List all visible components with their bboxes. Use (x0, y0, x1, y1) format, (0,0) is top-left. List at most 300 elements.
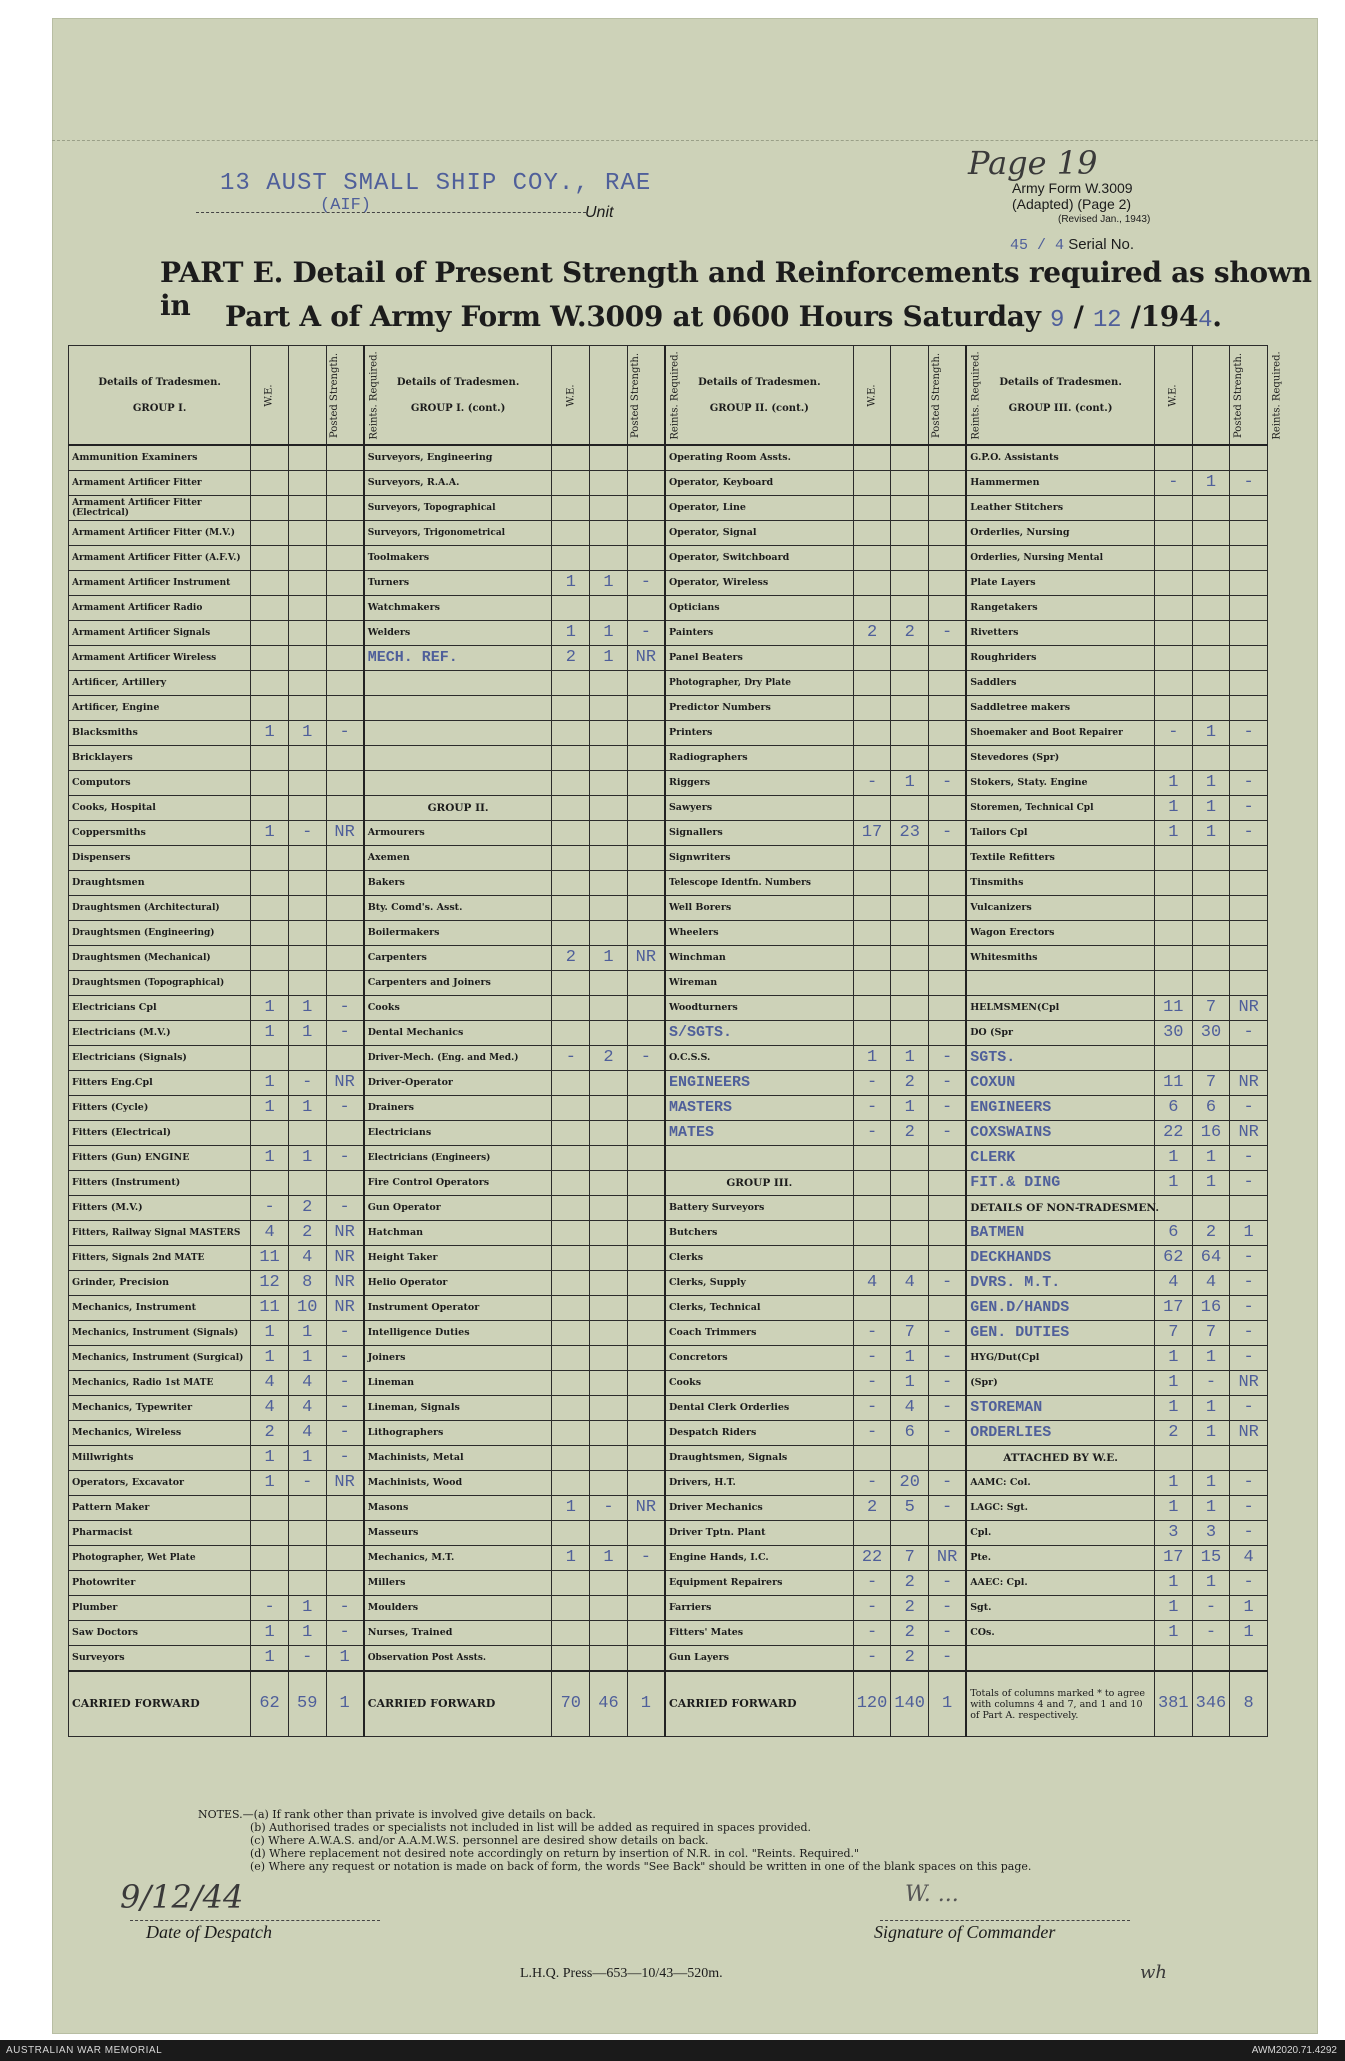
count-cell (552, 671, 590, 696)
trade-label: Draughtsmen, Signals (665, 1446, 853, 1471)
trade-label: Computors (69, 771, 251, 796)
count-cell: 1 (891, 1346, 929, 1371)
count-cell: 1 (1154, 1171, 1192, 1196)
count-cell (552, 596, 590, 621)
count-cell: 1 (891, 771, 929, 796)
table-row (69, 796, 1268, 821)
trade-label: Surveyors, R.A.A. (364, 471, 552, 496)
count-cell (251, 521, 289, 546)
count-cell: 1 (1154, 796, 1192, 821)
count-cell: 1 (1230, 1596, 1268, 1621)
count-cell (1192, 546, 1230, 571)
count-cell: - (326, 1396, 364, 1421)
count-cell: 1 (853, 1046, 891, 1071)
count-cell (627, 1321, 665, 1346)
trade-label: AAMC: Col. (966, 1471, 1154, 1496)
count-cell (552, 1196, 590, 1221)
trade-label: Despatch Riders (665, 1421, 853, 1446)
count-cell: - (1230, 1096, 1268, 1121)
count-cell: NR (326, 1271, 364, 1296)
count-cell: - (326, 1021, 364, 1046)
count-cell (1192, 946, 1230, 971)
count-cell (552, 1171, 590, 1196)
count-cell (1230, 1446, 1268, 1471)
trade-label: Rangetakers (966, 596, 1154, 621)
count-cell: - (853, 1646, 891, 1672)
trade-label: Fitters (Gun) ENGINE (69, 1146, 251, 1171)
count-cell (251, 546, 289, 571)
despatch-date-handwritten: 9/12/44 (120, 1878, 244, 1916)
trade-label: Concretors (665, 1346, 853, 1371)
count-cell: 1 (251, 1471, 289, 1496)
count-cell (891, 921, 929, 946)
count-cell (552, 896, 590, 921)
trade-label: STOREMAN (966, 1396, 1154, 1421)
table-row (69, 1096, 1268, 1121)
count-cell (891, 1146, 929, 1171)
count-cell: - (1154, 471, 1192, 496)
count-cell (929, 445, 967, 471)
count-cell (552, 1396, 590, 1421)
table-row (69, 571, 1268, 596)
count-cell (1192, 621, 1230, 646)
archive-ribbon (0, 2040, 1345, 2061)
table-row (69, 496, 1268, 521)
count-cell (552, 1296, 590, 1321)
count-cell (326, 921, 364, 946)
count-cell: 1 (251, 821, 289, 846)
count-cell: 1 (251, 1646, 289, 1672)
table-row (69, 1196, 1268, 1221)
count-cell (1154, 971, 1192, 996)
trade-label: Shoemaker and Boot Repairer (966, 721, 1154, 746)
trade-label: Electricians (M.V.) (69, 1021, 251, 1046)
count-cell: - (627, 621, 665, 646)
count-cell (1154, 521, 1192, 546)
count-cell: 2 (891, 1646, 929, 1672)
count-cell (891, 696, 929, 721)
form-id: Army Form W.3009 (1012, 180, 1133, 196)
count-cell (326, 896, 364, 921)
count-cell (552, 996, 590, 1021)
count-cell (853, 1171, 891, 1196)
count-cell (590, 1171, 628, 1196)
count-cell (251, 596, 289, 621)
trade-label: Carpenters (364, 946, 552, 971)
count-cell (627, 771, 665, 796)
count-cell (552, 746, 590, 771)
count-cell: - (853, 1621, 891, 1646)
count-cell (853, 1221, 891, 1246)
count-cell: - (929, 1371, 967, 1396)
trade-label: Carpenters and Joiners (364, 971, 552, 996)
count-cell: 5 (891, 1496, 929, 1521)
trade-label: Turners (364, 571, 552, 596)
trade-label: Operator, Signal (665, 521, 853, 546)
trade-label: Orderlies, Nursing Mental (966, 546, 1154, 571)
count-cell: 2 (891, 621, 929, 646)
count-cell (251, 445, 289, 471)
count-cell: - (1230, 1271, 1268, 1296)
count-cell (627, 796, 665, 821)
count-cell (627, 1346, 665, 1371)
count-cell (326, 571, 364, 596)
count-cell: 1 (251, 1071, 289, 1096)
count-cell: 1 (1192, 1396, 1230, 1421)
count-cell: NR (326, 1296, 364, 1321)
trade-label: Stokers, Staty. Engine (966, 771, 1154, 796)
trade-label: Sawyers (665, 796, 853, 821)
count-cell (929, 671, 967, 696)
trade-label: Lineman, Signals (364, 1396, 552, 1421)
commander-label: Signature of Commander (874, 1922, 1056, 1942)
count-cell (891, 1196, 929, 1221)
count-cell: - (853, 1321, 891, 1346)
count-cell (929, 971, 967, 996)
trade-label: Fitters, Railway Signal MASTERS (69, 1221, 251, 1246)
count-cell: 1 (552, 571, 590, 596)
count-cell (288, 596, 326, 621)
count-cell (1230, 596, 1268, 621)
trade-label: Coppersmiths (69, 821, 251, 846)
count-cell (552, 1346, 590, 1371)
trade-label: HELMSMEN(Cpl (966, 996, 1154, 1021)
trade-label (364, 771, 552, 796)
count-cell: - (853, 771, 891, 796)
trade-label: Fitters Eng.Cpl (69, 1071, 251, 1096)
table-row (69, 1396, 1268, 1421)
table-header-row: Details of Tradesmen. GROUP I. W.E. Posted Strength. Reints. Required. Details of Tradesmen. GROUP I. (cont.) W.E. Posted Strength. Reints. Required. Details of Tradesmen. GROUP II. (cont.) W.E. Posted Strength. Reints. Required. Details of Tradesmen. GROUP III. (cont.) W.E. Posted Strength. Reints. Required. (69, 346, 1268, 446)
trade-label: Moulders (364, 1596, 552, 1621)
count-cell (929, 521, 967, 546)
table-row (69, 1496, 1268, 1521)
trade-label: Stevedores (Spr) (966, 746, 1154, 771)
trade-label: Surveyors, Engineering (364, 445, 552, 471)
trade-label: Grinder, Precision (69, 1271, 251, 1296)
title-year-suffix: 4 (1198, 307, 1213, 334)
count-cell (853, 946, 891, 971)
count-cell: - (627, 1046, 665, 1071)
count-cell (590, 671, 628, 696)
count-cell (251, 1121, 289, 1146)
count-cell (853, 871, 891, 896)
trade-label: Mechanics, Instrument (Signals) (69, 1321, 251, 1346)
count-cell: - (853, 1571, 891, 1596)
count-cell (891, 1296, 929, 1321)
count-cell (326, 1546, 364, 1571)
trade-label: Clerks, Supply (665, 1271, 853, 1296)
count-cell: 15 (1192, 1546, 1230, 1571)
table-row (69, 1596, 1268, 1621)
count-cell (326, 871, 364, 896)
count-cell (288, 445, 326, 471)
count-cell (590, 1071, 628, 1096)
count-cell (627, 1296, 665, 1321)
count-cell (929, 546, 967, 571)
count-cell: NR (326, 1221, 364, 1246)
count-cell (929, 1196, 967, 1221)
trade-label: Clerks, Technical (665, 1296, 853, 1321)
count-cell (326, 771, 364, 796)
count-cell (590, 1621, 628, 1646)
count-cell: 2 (891, 1121, 929, 1146)
count-cell: 1 (891, 1371, 929, 1396)
count-cell (891, 596, 929, 621)
count-cell (288, 1496, 326, 1521)
count-cell (590, 1596, 628, 1621)
count-cell (929, 746, 967, 771)
count-cell: 4 (288, 1371, 326, 1396)
table-row (69, 996, 1268, 1021)
count-cell (552, 1596, 590, 1621)
count-cell (288, 1546, 326, 1571)
trade-label: Signallers (665, 821, 853, 846)
ribbon-right: AWM2020.71.4292 (1251, 2045, 1337, 2056)
trade-label: Equipment Repairers (665, 1571, 853, 1596)
trade-label (966, 1646, 1154, 1672)
count-cell: 2 (1154, 1421, 1192, 1446)
serial-label: Serial No. (1068, 236, 1135, 253)
trade-label: MECH. REF. (364, 646, 552, 671)
count-cell (627, 671, 665, 696)
trade-label: Saddlers (966, 671, 1154, 696)
count-cell: - (288, 1471, 326, 1496)
table-row (69, 1146, 1268, 1171)
trade-label: HYG/Dut(Cpl (966, 1346, 1154, 1371)
count-cell: 22 (853, 1546, 891, 1571)
count-cell: 4 (251, 1371, 289, 1396)
count-cell (1154, 746, 1192, 771)
count-cell (1230, 846, 1268, 871)
table-row (69, 671, 1268, 696)
count-cell: - (929, 1271, 967, 1296)
trade-label: Mechanics, Instrument (Surgical) (69, 1346, 251, 1371)
trade-label: Leather Stitchers (966, 496, 1154, 521)
count-cell: 1 (251, 1446, 289, 1471)
count-cell (590, 546, 628, 571)
count-cell (288, 571, 326, 596)
unit-label: Unit (585, 204, 614, 221)
count-cell: 6 (1154, 1096, 1192, 1121)
count-cell: - (929, 1596, 967, 1621)
trade-label: Predictor Numbers (665, 696, 853, 721)
count-cell: - (1230, 1321, 1268, 1346)
count-cell (853, 696, 891, 721)
trade-label: Lithographers (364, 1421, 552, 1446)
count-cell (627, 1521, 665, 1546)
count-cell: - (326, 721, 364, 746)
count-cell: - (1154, 721, 1192, 746)
count-cell (326, 671, 364, 696)
table-row (69, 746, 1268, 771)
count-cell (326, 971, 364, 996)
trade-label: AAEC: Cpl. (966, 1571, 1154, 1596)
count-cell (1154, 1046, 1192, 1071)
count-cell: 1 (891, 1096, 929, 1121)
count-cell (929, 796, 967, 821)
title-day: 9 (1050, 307, 1065, 334)
count-cell (853, 846, 891, 871)
count-cell (288, 621, 326, 646)
count-cell: 1 (1154, 821, 1192, 846)
count-cell (929, 1296, 967, 1321)
count-cell: NR (326, 1471, 364, 1496)
count-cell (627, 1446, 665, 1471)
count-cell (326, 1571, 364, 1596)
count-cell: 1 (1192, 1146, 1230, 1171)
header-details-g3-cont: Details of Tradesmen. GROUP III. (cont.) (966, 346, 1154, 446)
count-cell: 6 (1192, 1096, 1230, 1121)
count-cell (627, 996, 665, 1021)
count-cell (288, 871, 326, 896)
count-cell: 1 (590, 1546, 628, 1571)
count-cell (288, 771, 326, 796)
count-cell: 7 (891, 1321, 929, 1346)
count-cell: 2 (891, 1071, 929, 1096)
count-cell (1192, 921, 1230, 946)
count-cell: 2 (853, 1496, 891, 1521)
count-cell (929, 1171, 967, 1196)
trade-label: Axemen (364, 846, 552, 871)
trade-label: Blacksmiths (69, 721, 251, 746)
count-cell (251, 571, 289, 596)
count-cell (1154, 445, 1192, 471)
trade-label: Signwriters (665, 846, 853, 871)
trade-label: Battery Surveyors (665, 1196, 853, 1221)
count-cell (1192, 1646, 1230, 1672)
count-cell (251, 1546, 289, 1571)
count-cell: - (929, 821, 967, 846)
count-cell (853, 1446, 891, 1471)
count-cell (627, 1271, 665, 1296)
count-cell: - (326, 1596, 364, 1621)
count-cell: - (251, 1596, 289, 1621)
count-cell (1192, 871, 1230, 896)
count-cell (326, 746, 364, 771)
trade-label: FIT.& DING (966, 1171, 1154, 1196)
count-cell (552, 796, 590, 821)
count-cell (1230, 871, 1268, 896)
count-cell: - (929, 1496, 967, 1521)
trade-label: Butchers (665, 1221, 853, 1246)
count-cell (288, 471, 326, 496)
table-row (69, 1571, 1268, 1596)
header-details-g1: Details of Tradesmen. GROUP I. (69, 346, 251, 446)
trade-label: Nurses, Trained (364, 1621, 552, 1646)
count-cell: 2 (288, 1196, 326, 1221)
trade-label: Radiographers (665, 746, 853, 771)
count-cell (251, 496, 289, 521)
count-cell (590, 1196, 628, 1221)
count-cell (1154, 546, 1192, 571)
trade-label (364, 746, 552, 771)
trade-label: Surveyors, Topographical (364, 496, 552, 521)
table-row (69, 1271, 1268, 1296)
count-cell (1230, 546, 1268, 571)
count-cell (552, 821, 590, 846)
count-cell (552, 1246, 590, 1271)
count-cell (590, 1321, 628, 1346)
count-cell: 1 (1154, 1596, 1192, 1621)
count-cell (891, 996, 929, 1021)
count-cell (1230, 946, 1268, 971)
perforation-line (52, 140, 1318, 141)
count-cell (590, 1271, 628, 1296)
count-cell (627, 821, 665, 846)
count-cell (891, 871, 929, 896)
count-cell: 7 (1192, 1321, 1230, 1346)
count-cell (552, 496, 590, 521)
title-month: 12 (1092, 307, 1122, 334)
count-cell: - (326, 1146, 364, 1171)
count-cell (627, 871, 665, 896)
count-cell: 2 (891, 1571, 929, 1596)
header-details-g1-cont: Details of Tradesmen. GROUP I. (cont.) (364, 346, 552, 446)
count-cell (552, 871, 590, 896)
trade-label (364, 721, 552, 746)
count-cell: - (1230, 1146, 1268, 1171)
trade-label: MASTERS (665, 1096, 853, 1121)
trade-label: Draughtsmen (69, 871, 251, 896)
table-row (69, 1296, 1268, 1321)
count-cell (552, 846, 590, 871)
count-cell: 2 (251, 1421, 289, 1446)
count-cell: - (929, 1046, 967, 1071)
trade-label: MATES (665, 1121, 853, 1146)
count-cell (1154, 596, 1192, 621)
count-cell: - (929, 1646, 967, 1672)
count-cell: 6 (1154, 1221, 1192, 1246)
count-cell (1230, 1646, 1268, 1672)
count-cell (1230, 921, 1268, 946)
trade-label: Mechanics, M.T. (364, 1546, 552, 1571)
count-cell: 1 (1154, 1396, 1192, 1421)
table-row (69, 946, 1268, 971)
trade-label: Plumber (69, 1596, 251, 1621)
count-cell: 1 (288, 1446, 326, 1471)
count-cell (1192, 1046, 1230, 1071)
count-cell (627, 1246, 665, 1271)
count-cell: 1 (1154, 1496, 1192, 1521)
count-cell (326, 621, 364, 646)
page-title-line2: Part A of Army Form W.3009 at 0600 Hours Saturday 9 / 12 /1944. (225, 300, 1222, 334)
count-cell (1230, 621, 1268, 646)
trade-label: Tinsmiths (966, 871, 1154, 896)
count-cell (288, 1521, 326, 1546)
count-cell (1192, 1446, 1230, 1471)
count-cell (1230, 445, 1268, 471)
trade-label: ORDERLIES (966, 1421, 1154, 1446)
count-cell (326, 1171, 364, 1196)
count-cell: - (326, 1446, 364, 1471)
count-cell (929, 921, 967, 946)
count-cell: - (326, 1371, 364, 1396)
count-cell (853, 796, 891, 821)
count-cell (929, 1146, 967, 1171)
count-cell (552, 1021, 590, 1046)
count-cell (891, 1521, 929, 1546)
count-cell: - (853, 1596, 891, 1621)
count-cell (590, 1221, 628, 1246)
count-cell (853, 646, 891, 671)
count-cell (627, 1171, 665, 1196)
trade-label: Cpl. (966, 1521, 1154, 1546)
count-cell (552, 1571, 590, 1596)
count-cell (627, 1096, 665, 1121)
trade-label (966, 971, 1154, 996)
table-row (69, 471, 1268, 496)
count-cell (627, 1221, 665, 1246)
